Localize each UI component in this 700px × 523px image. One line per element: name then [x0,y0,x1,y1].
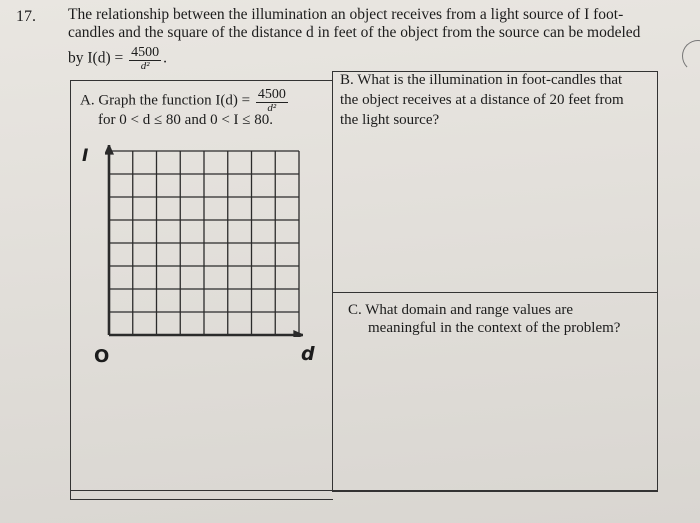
formula-fraction [129,46,161,72]
graph-grid[interactable] [105,145,303,337]
problem-text-line-1: The relationship between the illumination an object receives from a light source of I foot- [68,6,624,23]
formula-suffix: . [163,49,167,67]
problem-text-line-2: candles and the square of the distance d in feet of the object from the source can be modeled [68,24,641,41]
problem-text-line-3 [68,46,167,72]
formula-denominator: d² [140,60,150,72]
page-edge-curl [682,40,700,72]
part-a-denominator: d² [267,102,277,114]
formula-prefix: by I(d) = [68,49,124,67]
part-a-fraction [256,88,288,114]
bottom-border [70,490,658,491]
y-axis-label: I [82,146,89,166]
part-c-question-line-2: meaningful in the context of the problem? [368,320,621,336]
part-a-label: A. Graph the function I(d) = [80,92,251,109]
part-c-question-line-1: C. What domain and range values are [348,302,574,318]
part-a-numerator: 4500 [257,87,286,102]
part-a-domain: for 0 < d ≤ 80 and 0 < I ≤ 80. [98,112,274,128]
formula-numerator: 4500 [131,45,160,60]
y-axis-arrow-icon [105,145,113,154]
part-a-prompt [80,88,290,114]
x-axis-label: d [301,343,315,365]
question-number: 17. [16,8,36,25]
part-b-question: B. What is the illumination in foot-candles that the object receives at a distance of 20 feet from the light source? [340,72,624,128]
origin-label: O [94,346,110,367]
